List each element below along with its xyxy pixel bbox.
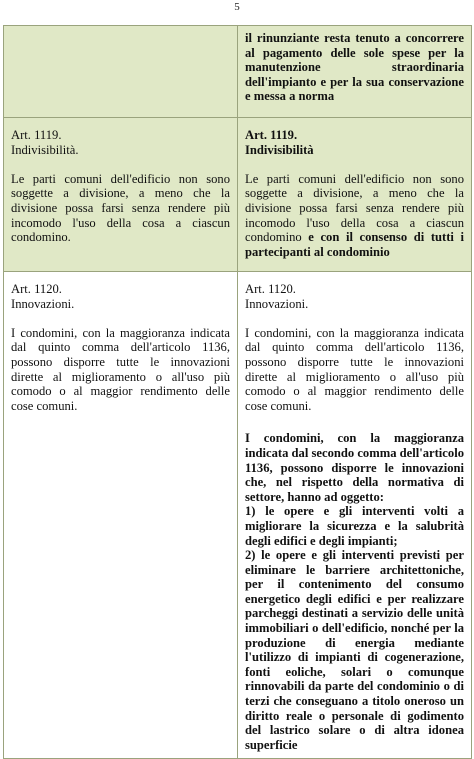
table-row-art-1119 — [4, 118, 472, 272]
added-paragraph: I condomini, con la maggioranza indicata dal secondo comma dell'articolo 1136, possono disporre le innovazioni che, nel rispetto della normativa di settore, hanno ad oggetto: — [245, 431, 464, 504]
article-number: Art. 1120. — [11, 282, 62, 296]
continuation-text: il rinunziante resta tenuto a concorrere al pagamento delle sole spese per la manutenzione straordinaria dell'impianto e per la sua conservazione e messa a norma — [245, 31, 464, 104]
new-text-cell — [238, 118, 472, 272]
added-item-2: 2) le opere e gli interventi previsti per eliminare le barriere architettoniche, per il contenimento del consumo energetico degli edifici e per realizzare parcheggi destinati a servizio delle unità immobiliari o dell'edificio, nonché per la produzione di energia mediante l'utilizzo di impianti di cogenerazione, fonti eoliche, solari o comunque rinnovabili da parte del condominio o di terzi che conseguano a titolo oneroso un diritto reale o personale di godimento del lastrico solare o di altra idonea superficie — [245, 548, 464, 752]
comparison-table — [3, 25, 472, 759]
old-text-cell — [4, 118, 238, 272]
article-title: Indivisibilità. — [11, 142, 79, 157]
table-row-continuation — [4, 26, 472, 118]
page-number: 5 — [234, 1, 240, 13]
article-body-unchanged: Le parti comuni dell'edificio non sono soggette a divisione, a meno che la divisione possa farsi senza rendere più incomodo l'uso della cosa a ciascun condomino — [245, 171, 464, 245]
new-text-cell — [238, 272, 472, 759]
article-body: I condomini, con la maggioranza indicata dal quinto comma dell'articolo 1136, possono disporre tutte le innovazioni dirette al miglioramento o all'uso più comodo o al maggior rendimento delle cose comuni. — [11, 325, 230, 413]
new-text-cell — [238, 26, 472, 118]
article-title: Innovazioni. — [11, 296, 75, 311]
old-text-cell-empty — [4, 26, 238, 118]
article-body — [245, 172, 464, 260]
article-body: Le parti comuni dell'edificio non sono soggette a divisione, a meno che la divisione possa farsi senza rendere più incomodo l'uso della cosa a ciascun condomino. — [11, 171, 230, 245]
article-number: Art. 1120. — [245, 282, 296, 296]
added-item-1: 1) le opere e gli interventi volti a migliorare la sicurezza e la salubrità degli edifici e degli impianti; — [245, 504, 464, 548]
old-text-cell — [4, 272, 238, 759]
table-row-art-1120 — [4, 272, 472, 759]
article-number: Art. 1119. — [11, 128, 62, 142]
article-body-added: e con il consenso di tutti i partecipanti al condominio — [245, 230, 464, 259]
article-title: Innovazioni. — [245, 296, 309, 311]
article-title: Indivisibilità — [245, 142, 314, 157]
article-body: I condomini, con la maggioranza indicata dal quinto comma dell'articolo 1136, possono disporre tutte le innovazioni dirette al miglioramento o all'uso più comodo o al maggior rendimento delle cose comuni. — [245, 325, 464, 413]
article-number: Art. 1119. — [245, 128, 298, 142]
